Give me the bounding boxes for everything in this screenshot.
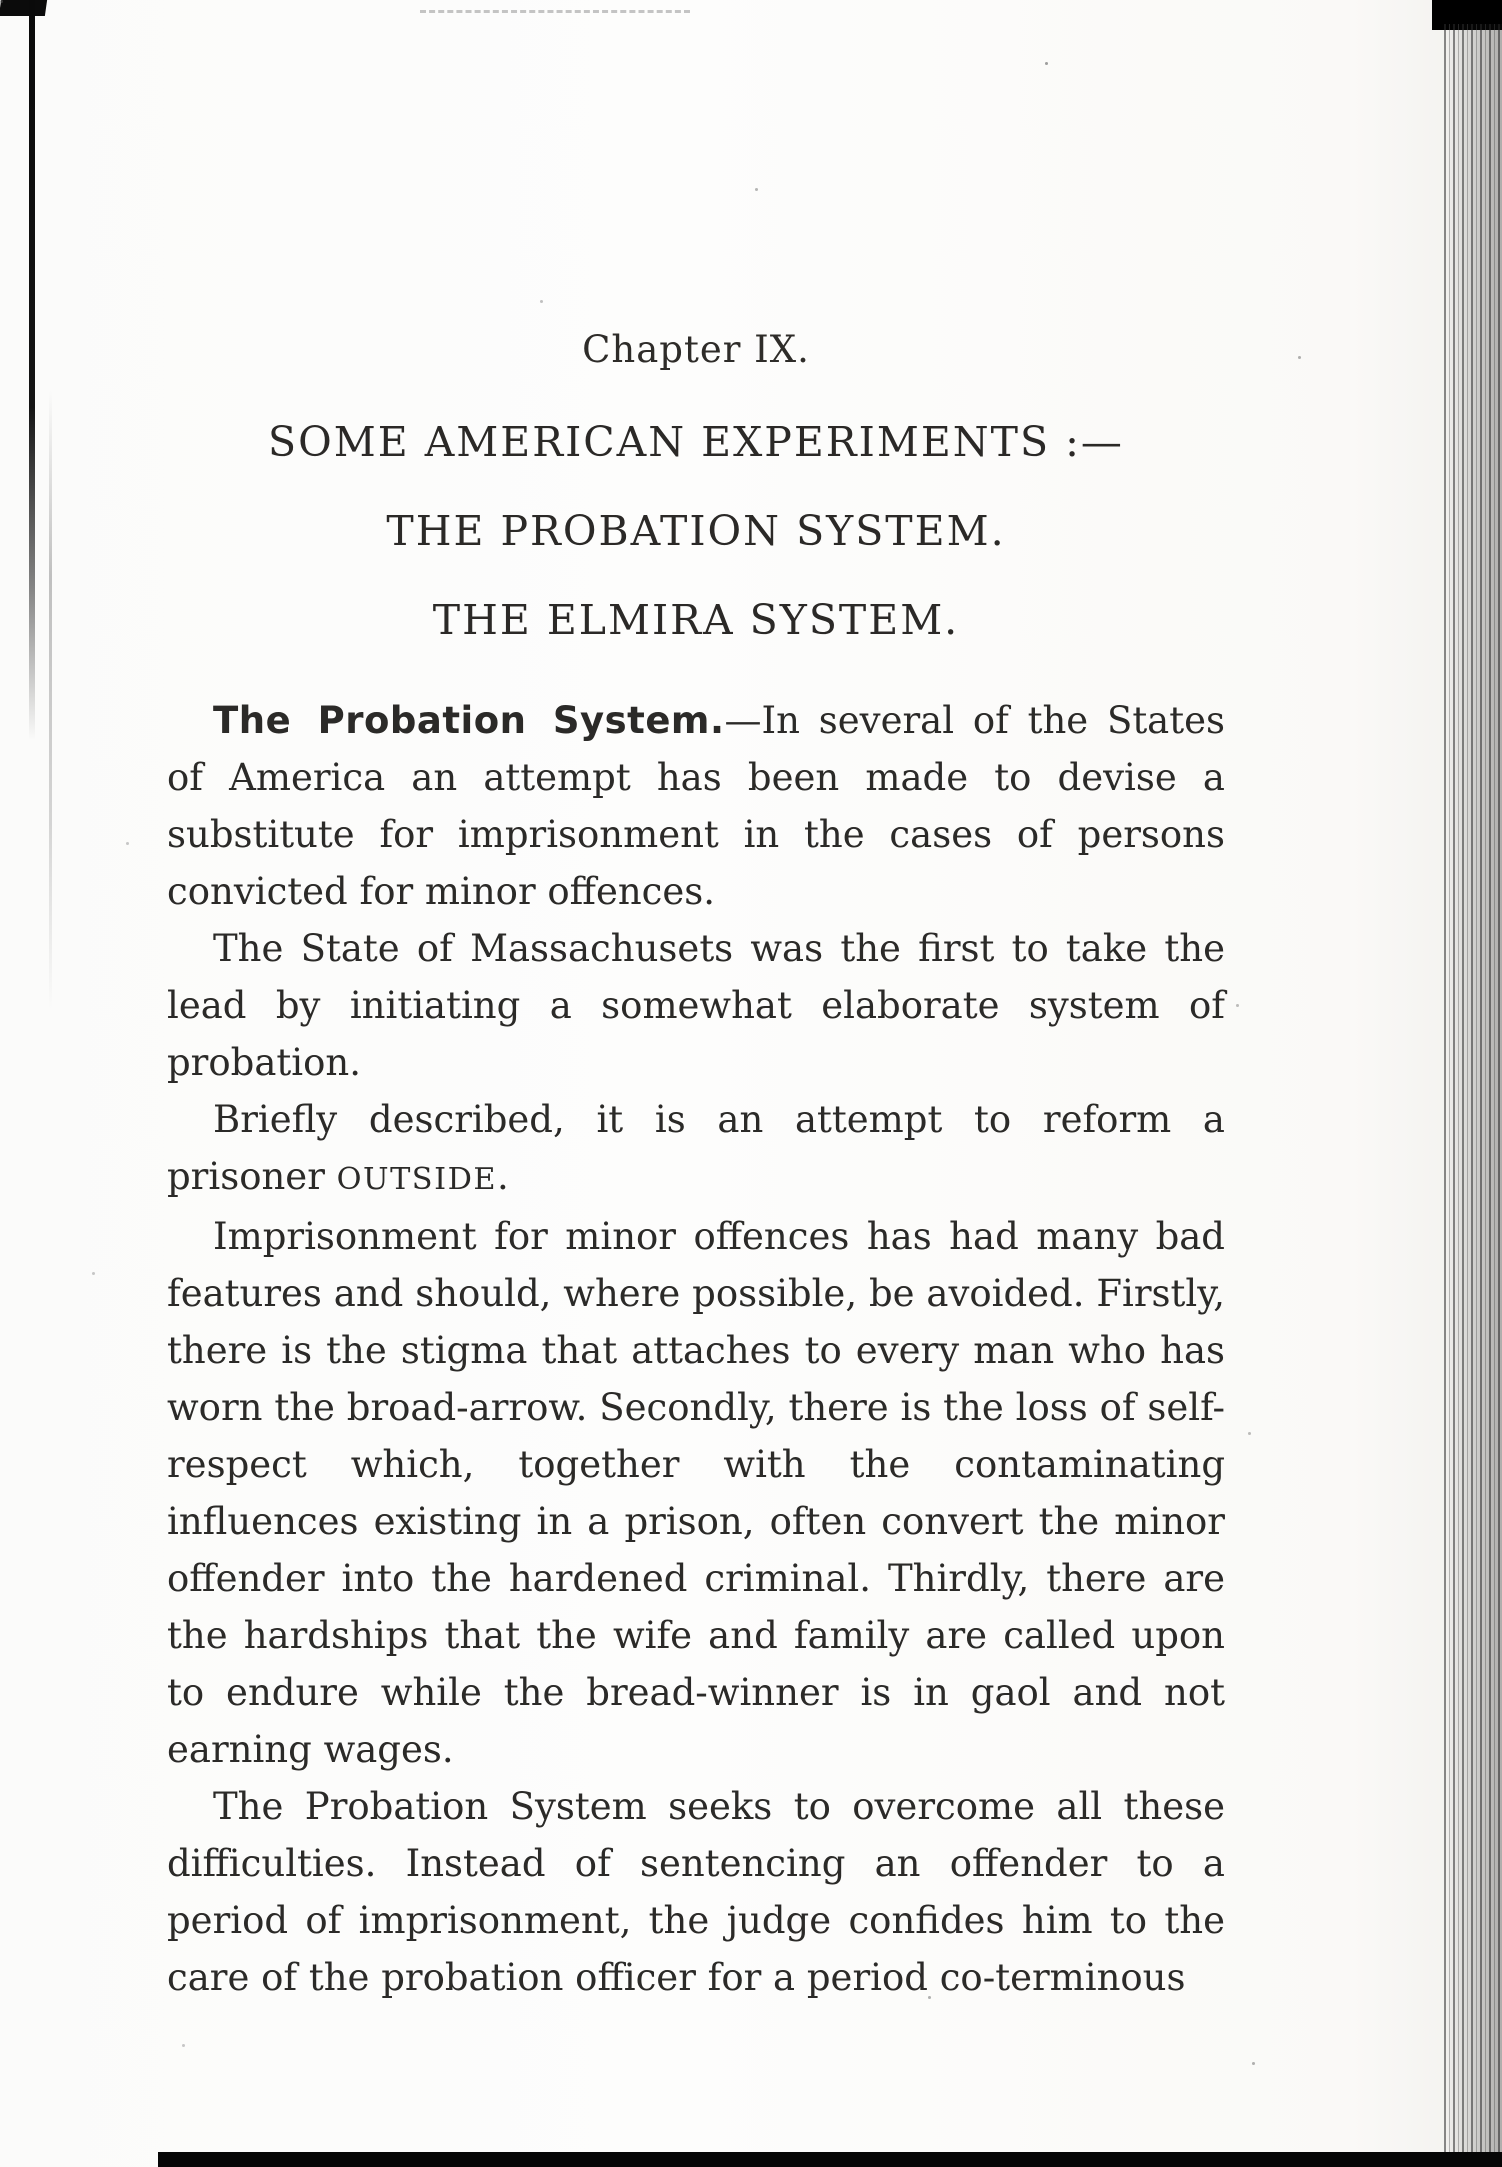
paragraph-text: The State of Massachusets was the first to take the lead by initiating a somewhat elaborate system of probation. (167, 926, 1225, 1084)
paragraph-probation-intro (167, 692, 1225, 920)
paragraph-smallcaps-word: OUTSIDE (336, 1161, 498, 1197)
paragraph-text: Briefly described, it is an attempt to reform a prisoner (167, 1097, 1225, 1198)
paragraph-text: . (497, 1154, 509, 1198)
paragraph-text: —In several of the States of America an attempt has been made to devise a substitute for imprisonment in the cases of persons convicted for minor offences. (167, 698, 1225, 913)
paragraph-massachusets (167, 920, 1225, 1091)
scan-artifact-top-left-blob (0, 0, 47, 16)
section-heading-elmira-system: THE ELMIRA SYSTEM. (432, 595, 960, 644)
paragraph-text: Imprisonment for minor offences has had many bad features and should, where possible, be avoided. Firstly, there is the stigma that attaches to every man who has worn the broad-arrow. Secondly, there is the loss of self-respect which, together with the contaminating influences existing in a prison, often convert the minor offender into the hardened criminal. Thirdly, there are the hardships that the wife and family are called upon to endure while the bread-winner is in gaol and not earning wages. (167, 1214, 1225, 1771)
paragraph-imprisonment-features (167, 1208, 1225, 1778)
paragraph-briefly-described (167, 1091, 1225, 1208)
scan-artifact-dust-specks (0, 0, 3, 3)
chapter-heading: Chapter IX. (582, 328, 810, 371)
paragraph-lead-bold: The Probation System. (213, 698, 725, 742)
paragraph-probation-seeks (167, 1778, 1225, 2006)
scan-artifact-bottom-bar (158, 2152, 1502, 2167)
paragraph-text: The Probation System seeks to overcome all these difficulties. Instead of sentencing an offender to a period of imprisonment, the judge confides him to the care of the probation officer for a period co-terminous (167, 1784, 1225, 1999)
body-text (167, 692, 1225, 2006)
scan-artifact-right-page-curl-streaks (1444, 24, 1502, 2167)
section-heading-experiments: SOME AMERICAN EXPERIMENTS :— (268, 417, 1124, 466)
section-heading-probation-system: THE PROBATION SYSTEM. (386, 506, 1006, 555)
scan-artifact-left-spine-line (29, 0, 35, 740)
scan-artifact-left-spine-shadow (49, 390, 52, 1010)
scan-artifact-top-dashed-line (420, 10, 690, 13)
page-content (167, 330, 1225, 2006)
